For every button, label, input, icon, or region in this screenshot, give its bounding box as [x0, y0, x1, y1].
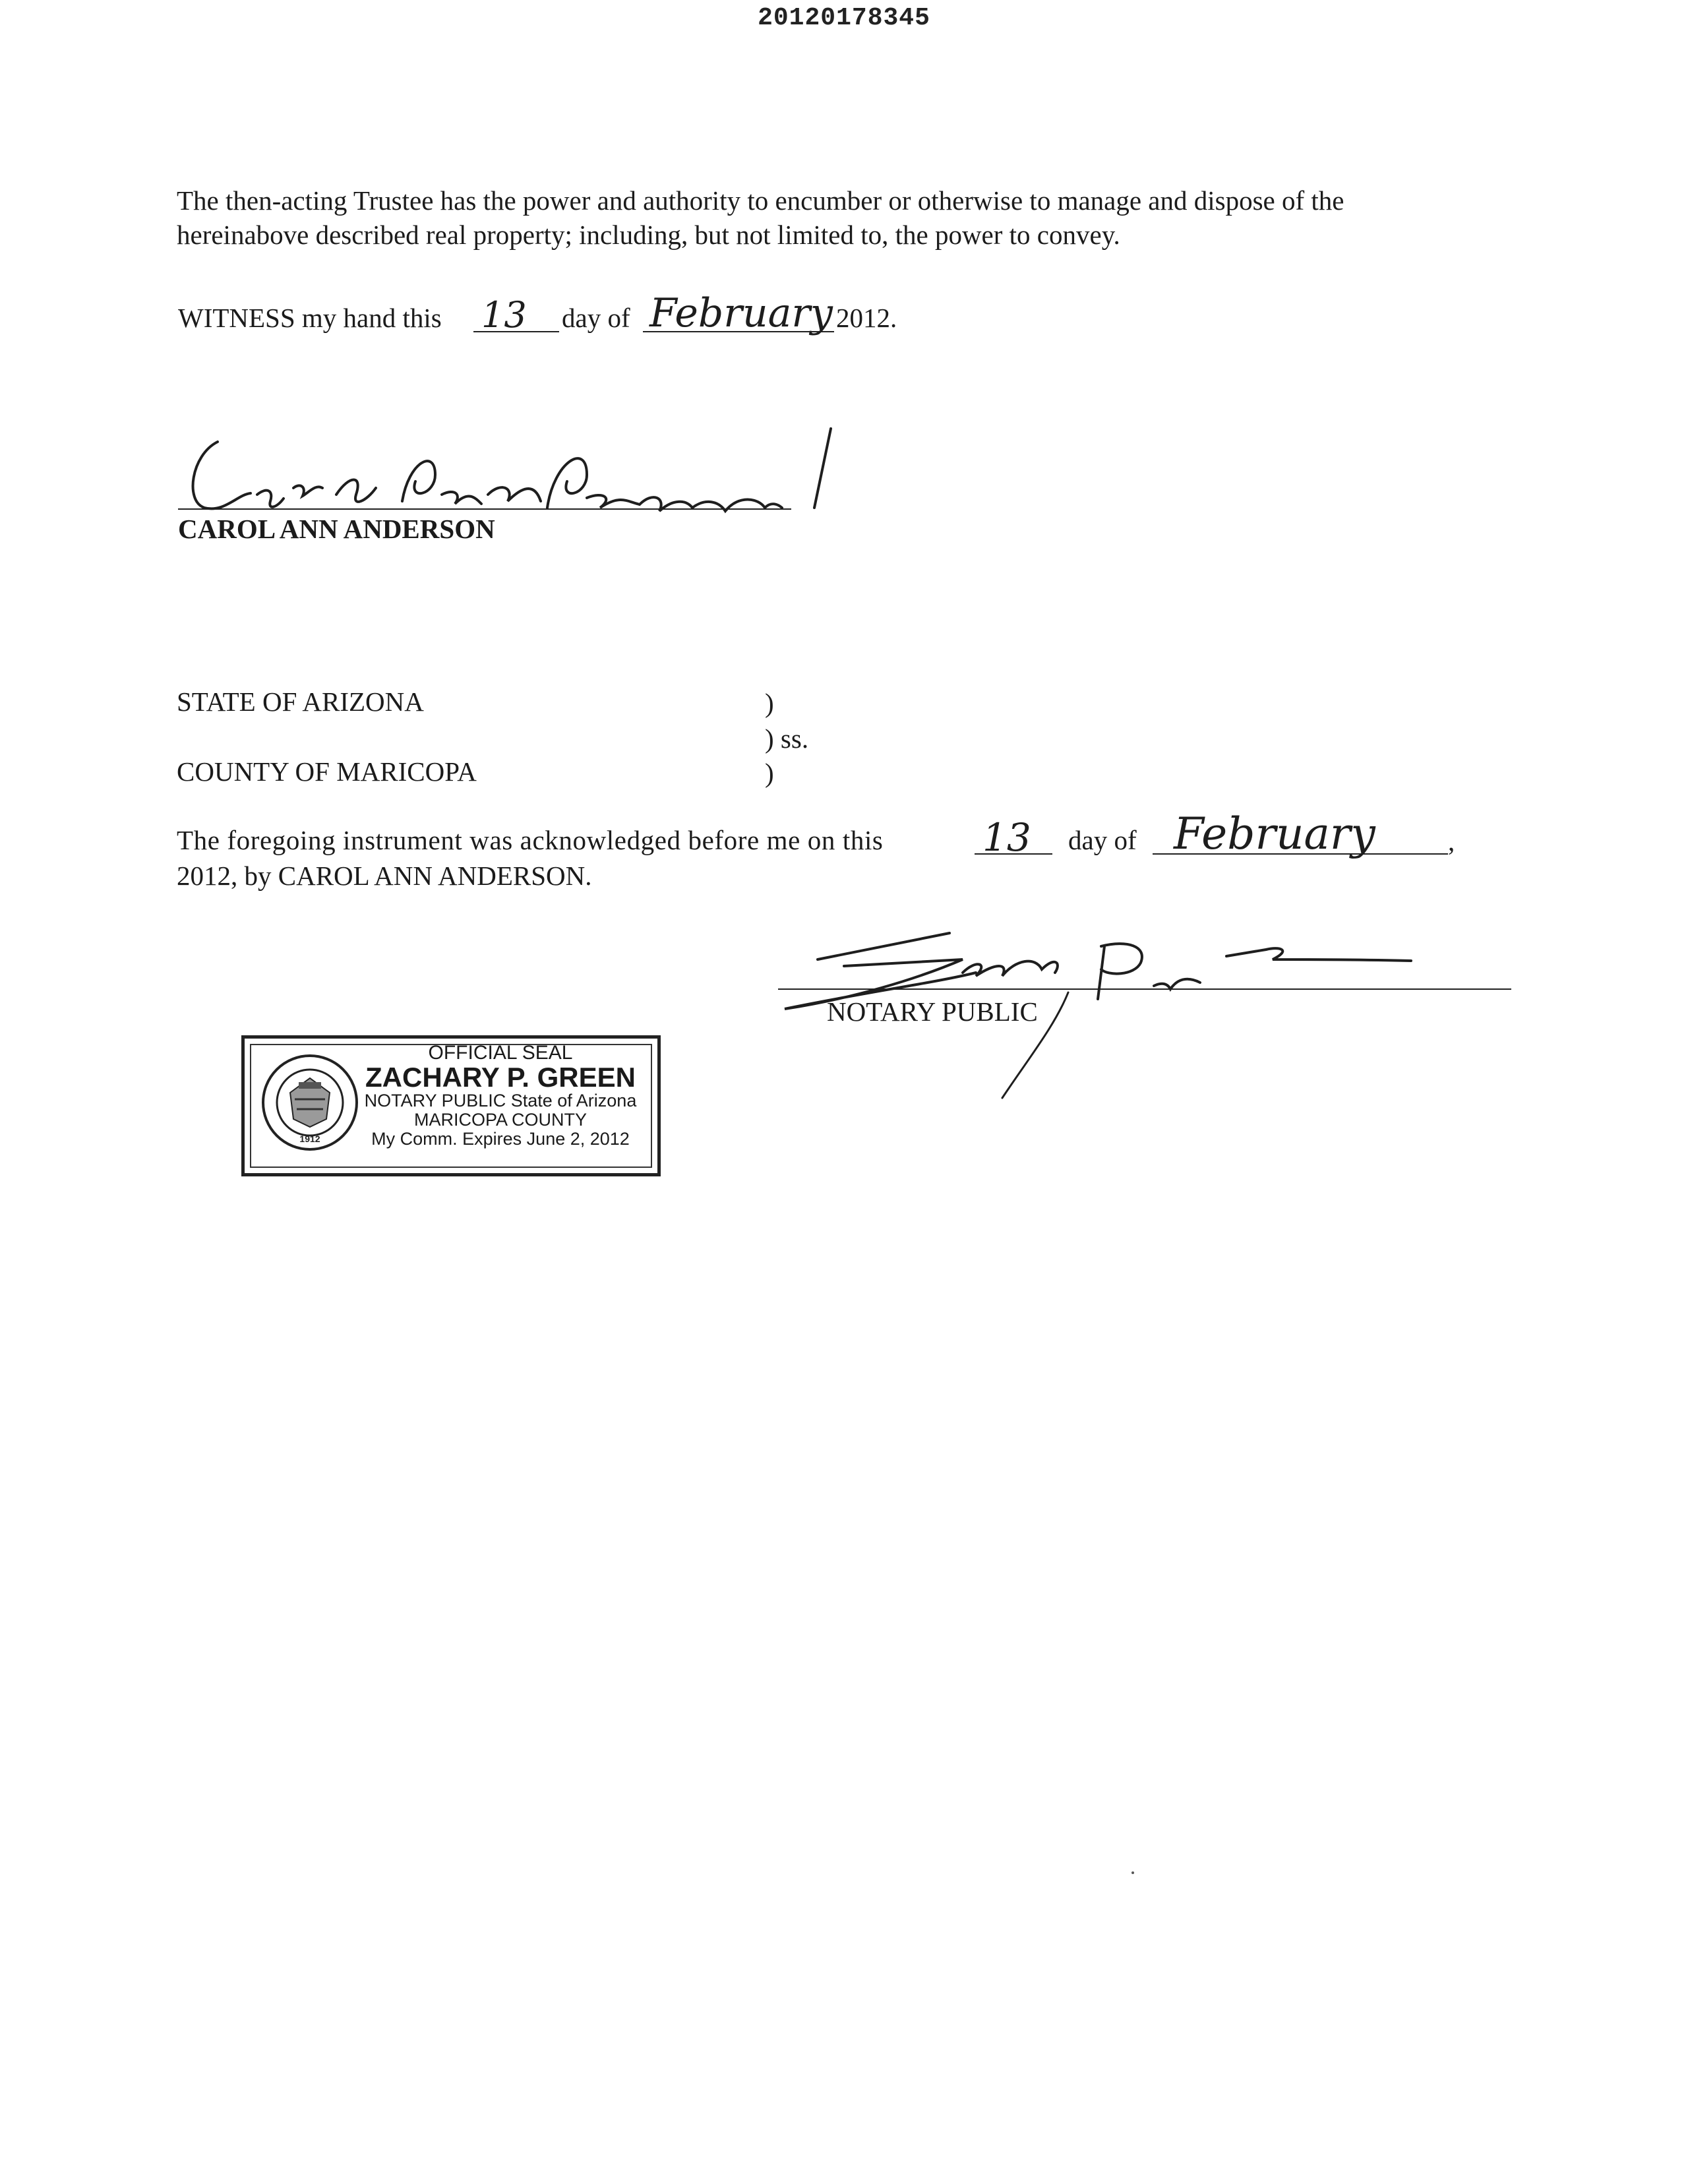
- witness-month-handwritten: February: [649, 290, 833, 336]
- signer-name: CAROL ANN ANDERSON: [178, 514, 495, 544]
- ack-day-of: day of: [1068, 825, 1137, 855]
- venue-paren-3: ): [765, 758, 774, 788]
- seal-official-seal: OFFICIAL SEAL: [428, 1042, 573, 1064]
- witness-year: 2012.: [836, 303, 897, 333]
- witness-prefix: WITNESS my hand this: [178, 303, 442, 333]
- venue-paren-1: ): [765, 688, 774, 718]
- acknowledgment-prefix: The foregoing instrument was acknowledged before me on this: [177, 825, 884, 855]
- seal-notary-state: NOTARY PUBLIC State of Arizona: [364, 1091, 637, 1110]
- acknowledgment-line2: 2012, by CAROL ANN ANDERSON.: [177, 861, 592, 891]
- svg-text:1912: 1912: [299, 1134, 320, 1144]
- seal-commission-expiry: My Comm. Expires June 2, 2012: [371, 1129, 630, 1149]
- seal-text-block: [362, 1043, 639, 1149]
- document-number: 20120178345: [758, 4, 930, 32]
- seal-notary-name: ZACHARY P. GREEN: [365, 1062, 636, 1093]
- trustee-power-paragraph: The then-acting Trustee has the power and authority to encumber or otherwise to manage and dispose of the hereinabove described real property; including, but not limited to, the power to convey.: [177, 185, 1344, 250]
- notary-public-label: NOTARY PUBLIC: [827, 996, 1038, 1027]
- witness-day-of: day of: [562, 303, 630, 333]
- ack-day-handwritten: 13: [982, 815, 1031, 860]
- witness-day-handwritten: 13: [481, 294, 527, 336]
- ack-month-handwritten: February: [1174, 808, 1375, 859]
- ack-comma: ,: [1448, 826, 1455, 857]
- arizona-state-seal-emblem: [260, 1053, 359, 1152]
- seal-county: MARICOPA COUNTY: [413, 1110, 588, 1130]
- venue-paren-ss: ) ss.: [765, 723, 809, 754]
- venue-county: COUNTY OF MARICOPA: [177, 756, 477, 787]
- stray-dot: [1131, 1871, 1134, 1874]
- official-seal-stamp: [241, 1035, 661, 1176]
- venue-state: STATE OF ARIZONA: [177, 686, 424, 717]
